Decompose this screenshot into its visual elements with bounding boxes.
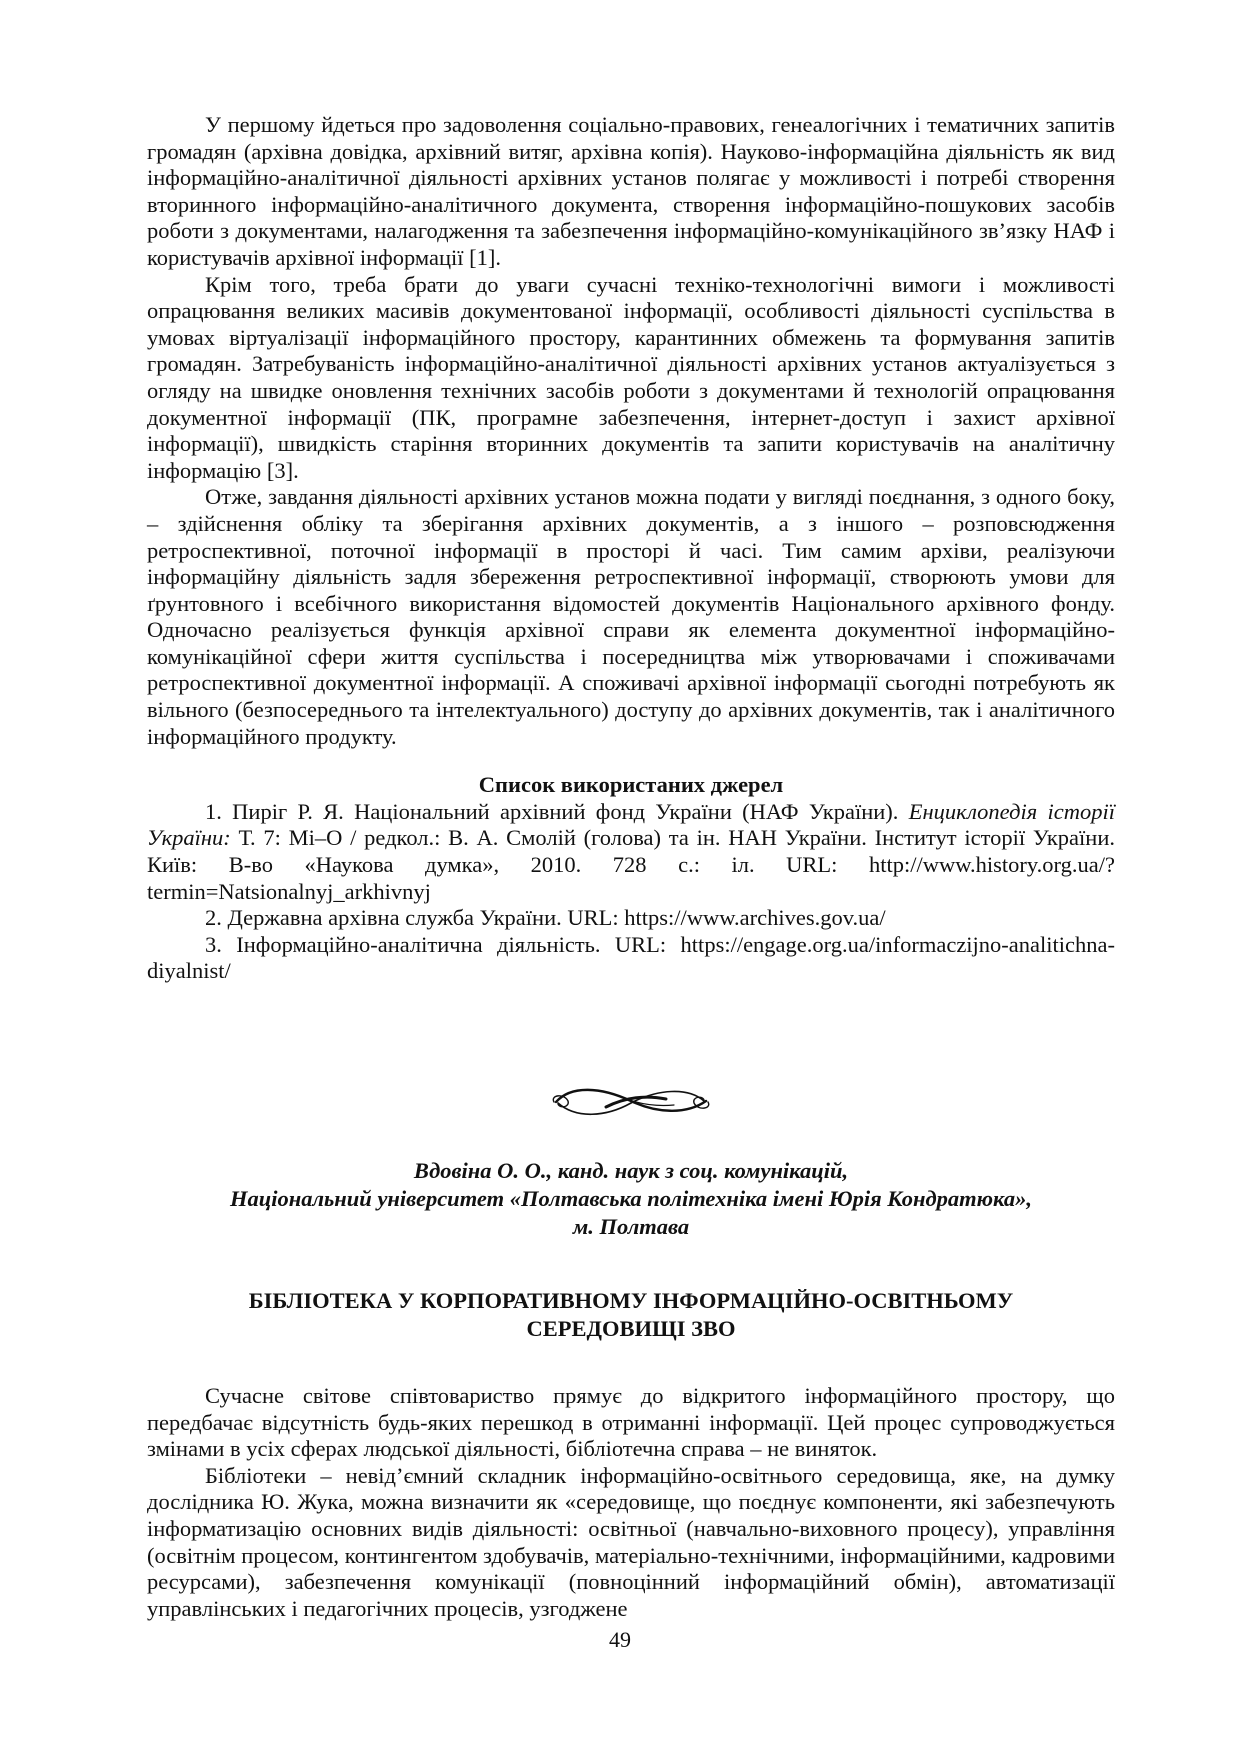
article-body bbox=[147, 1383, 1115, 1622]
body-paragraph-1: У першому йдеться про задоволення соціально-правових, генеалогічних і тематичних запитів громадян (архівна довідка, архівний витяг, архівна копія). Науково-інформаційна діяльність як вид інформаційно-аналітичної діяльності архівних установ полягає у можливості і потребі створення вторинного інформаційно-аналітичного документа, створення інформаційно-пошукових засобів роботи з документами, налагодження та забезпечення інформаційно-комунікаційного зв’язку НАФ і користувачів архівної інформації [1]. bbox=[147, 112, 1115, 270]
article-title-line-1: БІБЛІОТЕКА У КОРПОРАТИВНОМУ ІНФОРМАЦІЙНО-ОСВІТНЬОМУ bbox=[248, 1288, 1014, 1313]
article-title bbox=[147, 1287, 1115, 1343]
author-affiliation: Національний університет «Полтавська політехніка імені Юрія Кондратюка», bbox=[229, 1186, 1033, 1211]
reference-item-1 bbox=[147, 799, 1115, 905]
article-title-line-2: СЕРЕДОВИЩІ ЗВО bbox=[526, 1316, 736, 1341]
reference-1-details: Т. 7: Мі–О / редкол.: В. А. Смолій (голова) та ін. НАН України. Інститут історії України. Київ: В-во «Наукова думка», 2010. 728 с.: іл. URL: http://www.history.org.ua/?termin=Natsionalnyj_arkhivnyj bbox=[147, 825, 1115, 904]
page-content bbox=[147, 112, 1115, 1622]
article-paragraph-1: Сучасне світове співтовариство прямує до відкритого інформаційного простору, що передбачає відсутність будь-яких перешкод в отриманні інформації. Цей процес супроводжується змінами в усіх сферах людської діяльності, бібліотечна справа – не виняток. bbox=[147, 1383, 1115, 1462]
body-paragraph-2: Крім того, треба брати до уваги сучасні техніко-технологічні вимоги і можливості опрацювання великих масивів документованої інформації, особливості діяльності суспільства в умовах віртуалізації інформаційного простору, карантинних обмежень та формування запитів громадян. Затребуваність інформаційно-аналітичної діяльності архівних установ актуалізується з огляду на швидке оновлення технічних засобів роботи з документами й технологій опрацювання документної інформації (ПК, програмне забезпечення, інтернет-доступ і захист архівної інформації), швидкість старіння вторинних документів та запити користувачів на аналітичну інформацію [3]. bbox=[147, 271, 1115, 483]
author-block bbox=[147, 1157, 1115, 1241]
body-paragraph-3: Отже, завдання діяльності архівних установ можна подати у вигляді поєднання, з одного боку, – здійснення обліку та зберігання архівних документів, а з іншого – розповсюдження ретроспективної, поточної інформації в просторі й часі. Тим самим архіви, реалізуючи інформаційну діяльність задля збереження ретроспективної інформації, створюють умови для ґрунтовного і всебічного використання відомостей документів Національного архівного фонду. Одночасно реалізується функція архівної справи як елемента документної інформаційно-комунікаційної сфери життя суспільства і посередництва між утворювачами і споживачами ретроспективної документної інформації. А споживачі архівної інформації сьогодні потребують як вільного (безпосереднього та інтелектуального) доступу до архівних документів, так і аналітичного інформаційного продукту. bbox=[147, 484, 1115, 749]
page-number: 49 bbox=[609, 1627, 631, 1652]
reference-item-2: 2. Державна архівна служба України. URL: https://www.archives.gov.ua/ bbox=[205, 905, 886, 931]
article-paragraph-2: Бібліотеки – невід’ємний складник інформаційно-освітнього середовища, яке, на думку дослідника Ю. Жука, можна визначити як «середовище, що поєднує компоненти, які забезпечують інформатизацію основних видів діяльності: освітньої (навчально-виховного процесу), управління (освітнім процесом, контингентом здобувачів, матеріально-технічними, інформаційними, кадровими ресурсами), забезпечення комунікації (повноцінний інформаційний обмін), автоматизації управлінських і педагогічних процесів, узгоджене bbox=[147, 1462, 1115, 1621]
reference-1-source-title: Енциклопедія історії України: bbox=[147, 798, 1115, 851]
author-city: м. Полтава bbox=[572, 1214, 690, 1239]
flourish-divider-icon bbox=[546, 1077, 716, 1127]
reference-1-text: 1. Пиріг Р. Я. Національний архівний фонд України (НАФ України). bbox=[205, 798, 909, 824]
author-name: Вдовіна О. О., канд. наук з соц. комунікацій, bbox=[413, 1158, 849, 1183]
references-heading: Список використаних джерел bbox=[478, 772, 784, 798]
reference-item-3: 3. Інформаційно-аналітична діяльність. URL: https://engage.org.ua/informaczijno-analitichna-diyalnist/ bbox=[147, 931, 1115, 984]
